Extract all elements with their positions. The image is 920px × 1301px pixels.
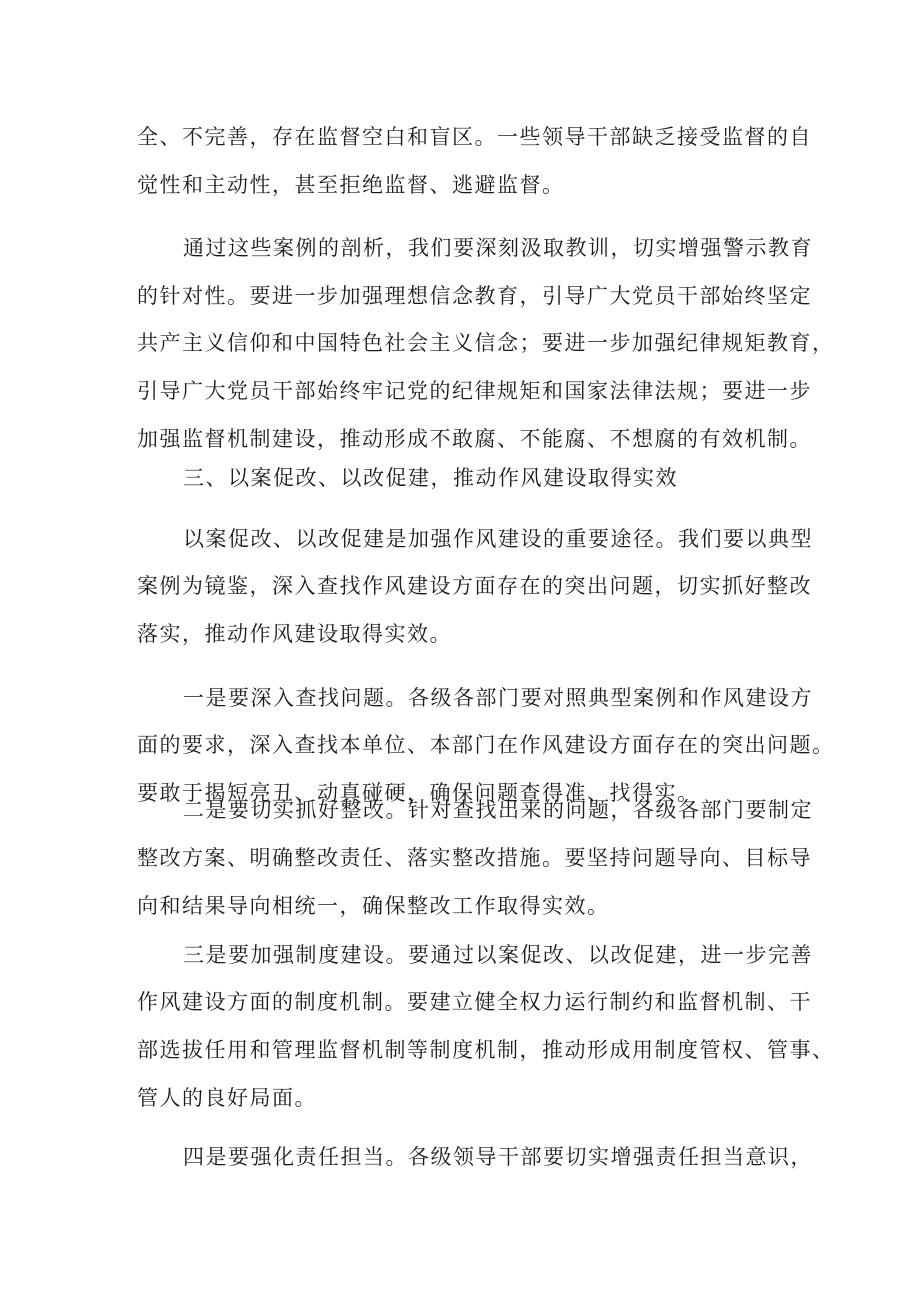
text-line: 落实，推动作风建设取得实效。	[137, 622, 452, 646]
text-line: 管人的良好局面。	[137, 1086, 317, 1110]
text-line: 整改方案、明确整改责任、落实整改措施。要坚持问题导向、目标导	[137, 846, 812, 870]
text-line: 全、不完善，存在监督空白和盲区。一些领导干部缺乏接受监督的自	[137, 125, 812, 149]
section-heading: 三、以案促改、以改促建，推动作风建设取得实效	[183, 466, 678, 490]
text-line: 引导广大党员干部始终牢记党的纪律规矩和国家法律法规；要进一步	[137, 379, 812, 403]
text-line: 要敢于揭短亮丑、动真碰硬，确保问题查得准、找得实。	[137, 781, 700, 805]
text-line: 案例为镜鉴，深入查找作风建设方面存在的突出问题，切实抓好整改	[137, 574, 812, 598]
paragraph-first-line: 三是要加强制度建设。要通过以案促改、以改促建，进一步完善	[183, 943, 813, 967]
paragraph-first-line: 通过这些案例的剖析，我们要深刻汲取教训，切实增强警示教育	[183, 236, 813, 260]
text-line: 向和结果导向相统一，确保整改工作取得实效。	[137, 894, 610, 918]
text-line: 加强监督机制建设，推动形成不敢腐、不能腐、不想腐的有效机制。	[137, 427, 812, 451]
paragraph-first-line: 以案促改、以改促建是加强作风建设的重要途径。我们要以典型	[183, 527, 813, 551]
text-line: 觉性和主动性，甚至拒绝监督、逃避监督。	[137, 173, 565, 197]
text-line: 共产主义信仰和中国特色社会主义信念；要进一步加强纪律规矩教育，	[137, 331, 835, 355]
paragraph-first-line: 二是要切实抓好整改。针对查找出来的问题，各级各部门要制定	[183, 798, 813, 822]
text-line: 部选拔任用和管理监督机制等制度机制，推动形成用制度管权、管事、	[137, 1038, 835, 1062]
text-line: 的针对性。要进一步加强理想信念教育，引导广大党员干部始终坚定	[137, 284, 812, 308]
text-line: 作风建设方面的制度机制。要建立健全权力运行制约和监督机制、干	[137, 990, 812, 1014]
paragraph-first-line: 一是要深入查找问题。各级各部门要对照典型案例和作风建设方	[183, 686, 813, 710]
paragraph-first-line: 四是要强化责任担当。各级领导干部要切实增强责任担当意识，	[183, 1145, 813, 1169]
text-line: 面的要求，深入查找本单位、本部门在作风建设方面存在的突出问题。	[137, 733, 835, 757]
